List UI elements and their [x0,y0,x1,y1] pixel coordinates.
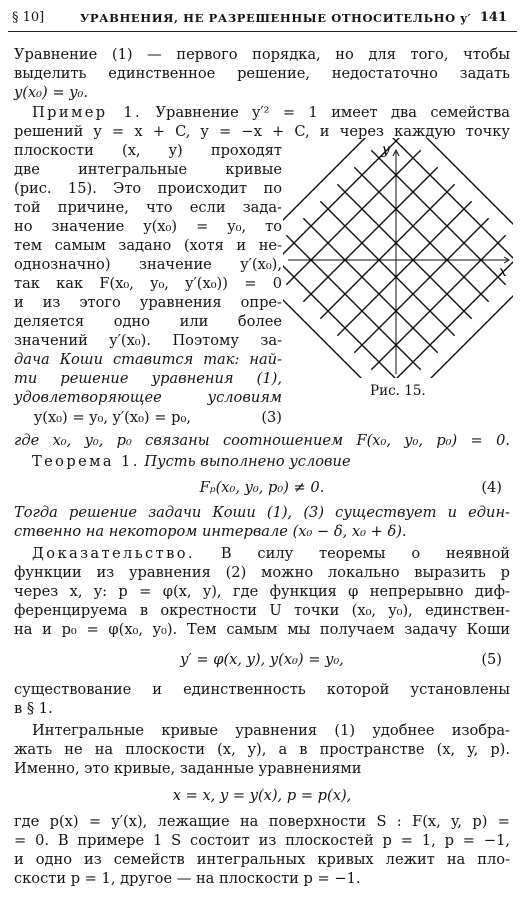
figure-caption: Рис. 15. [370,383,426,399]
running-header [10,8,515,30]
header-section: § 10] [12,10,45,25]
integral-curve-y-equals-minus-x-plus-c [283,252,404,378]
text-line: (рис. 15). Это происходит по [14,180,282,197]
curve-equation: x = x, y = y(x), p = p(x), [172,787,352,804]
text-line: Интегральные кривые уравнения (1) удобнее изобра- [32,722,510,739]
equation-number: (5) [481,651,502,668]
example-text: Уравнение y′² = 1 имеет два семейства [155,104,511,121]
text-line: плоскости (x, y) проходят [14,142,282,159]
text-line: удовлетворяющее условиям [14,389,282,406]
text-line: в § 1. [14,700,53,717]
theorem-equation: Fₚ(x₀, y₀, p₀) ≠ 0. [199,479,325,496]
page-number: 141 [479,10,507,25]
text-line: две интегральные кривые [14,161,282,178]
condition-equation: y(x₀) = y₀, y′(x₀) = p₀, [34,409,191,426]
theorem-label: Теорема 1. [32,453,140,470]
integral-curve-y-equals-x-plus-c [320,184,454,318]
equation-number: (3) [261,409,282,426]
text-line: ственно на некотором интервале (x₀ − δ, x₀ + δ). [14,523,407,540]
text-line: Именно, это кривые, заданные уравнениями [14,760,362,777]
example-heading-line [14,103,510,122]
integral-curve-y-equals-x-plus-c [337,201,471,335]
text-line: и одно из семейств интегральных кривых лежит на пло- [14,851,510,868]
figure-15 [283,138,513,378]
proof-heading-line [14,544,510,563]
integral-curve-y-equals-minus-x-plus-c [286,235,420,369]
x-axis-label: x [499,264,507,280]
text-line: y(x₀) = y₀. [14,84,88,101]
integral-curve-y-equals-x-plus-c [371,235,505,369]
integral-curve-y-equals-minus-x-plus-c [388,138,513,268]
theorem-text: Пусть выполнено условие [144,453,351,470]
integral-curve-y-equals-x-plus-c [354,218,488,352]
text-line: Тогда решение задачи Коши (1), (3) существует и един- [14,504,510,521]
text-line: жать не на плоскости (x, y), а в пространстве (x, y, p). [14,741,510,758]
proof-text: В силу теоремы о неявной [220,545,511,562]
y-axis-label: y [382,142,390,158]
text-line: так как F(x₀, y₀, y′(x₀)) = 0 [14,275,282,292]
proof-label: Доказательство. [32,545,195,562]
integral-curve-y-equals-minus-x-plus-c [303,218,437,352]
text-line: где p(x) = y′(x), лежащие на поверхности S : F(x, y, p) = [14,813,510,830]
text-line: через x, y: p = φ(x, y), где функция φ непрерывно диф- [14,583,510,600]
example-label: Пример 1. [32,104,143,121]
integral-curve-y-equals-minus-x-plus-c [354,167,488,301]
text-line: скости p = 1, другое — на плоскости p = −1. [14,870,361,887]
text-line: на и p₀ = φ(x₀, y₀). Тем самым мы получаем задачу Коши [14,621,510,638]
text-line: значений y′(x₀). Поэтому за- [14,332,282,349]
text-line: ти решение уравнения (1), [14,370,282,387]
theorem-heading-line [14,452,525,471]
text-line: решений y = x + C, y = −x + C, и через каждую точку [14,123,510,140]
line-family-2 [283,138,513,378]
text-line: где x₀, y₀, p₀ связаны соотношением F(x₀, y₀, p₀) = 0. [14,432,510,449]
integral-curve-y-equals-minus-x-plus-c [371,150,505,284]
text-line: тем самым задано (хотя и не- [14,237,282,254]
text-line: деляется одно или более [14,313,282,330]
text-line: функции из уравнения (2) можно локально выразить p [14,564,510,581]
header-title: УРАВНЕНИЯ, НЕ РАЗРЕШЕННЫЕ ОТНОСИТЕЛЬНО y′ [80,11,472,25]
integral-curve-y-equals-minus-x-plus-c [320,201,454,335]
integral-curve-y-equals-minus-x-plus-c [337,184,471,318]
text-line: той причине, что если зада- [14,199,282,216]
text-line: ференцируема в окрестности U точки (x₀, y₀), единствен- [14,602,510,619]
equation-number: (4) [481,479,502,496]
header-rule [8,31,517,32]
text-line: но значение y(x₀) = y₀, то [14,218,282,235]
text-line: и из этого уравнения опре- [14,294,282,311]
text-line: дача Коши ставится так: най- [14,351,282,368]
text-line: существование и единственность которой установлены [14,681,510,698]
proof-equation: y′ = φ(x, y), y(x₀) = y₀, [180,651,344,668]
text-line: однозначно) значение y′(x₀), [14,256,282,273]
text-line: выделить единственное решение, недостаточно задать [14,65,510,82]
integral-curve-y-equals-x-plus-c [286,150,420,284]
integral-curve-y-equals-x-plus-c [303,167,437,301]
text-line: Уравнение (1) — первого порядка, но для того, чтобы [14,46,510,63]
text-line: = 0. В примере 1 S состоит из плоскостей p = 1, p = −1, [14,832,510,849]
